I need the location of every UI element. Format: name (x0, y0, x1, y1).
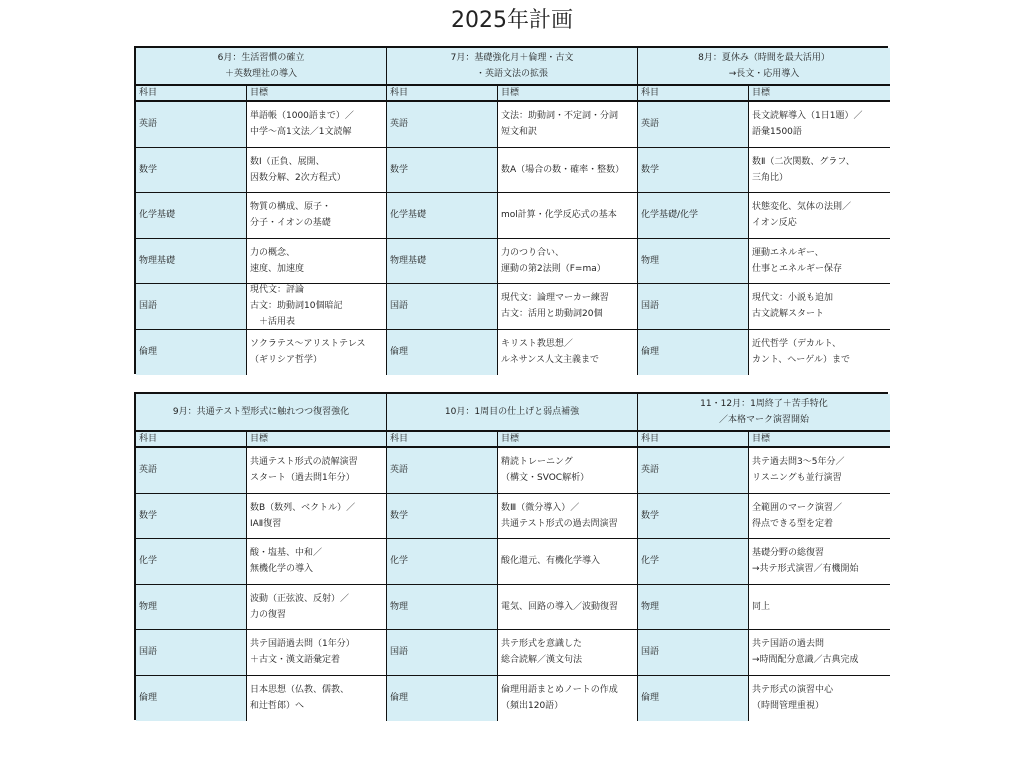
goal-cell: 力のつり合い、 運動の第2法則（F=ma） (498, 239, 638, 285)
goal-cell: 数Ⅲ（微分導入）／ 共通テスト形式の過去問演習 (498, 494, 638, 540)
goal-cell: 共テ過去問3〜5年分／ リスニングも並行演習 (749, 448, 890, 494)
subject-cell: 国語 (638, 284, 749, 330)
column-header-goal: 目標 (498, 432, 638, 448)
goal-cell: 数Ⅰ（正負、展開、 因数分解、2次方程式） (247, 148, 387, 194)
goal-cell: 物質の構成、原子・ 分子・イオンの基礎 (247, 193, 387, 239)
subject-cell: 国語 (638, 630, 749, 676)
plan-table-sep-dec (134, 392, 888, 720)
subject-cell: 英語 (136, 448, 247, 494)
subject-cell: 英語 (638, 102, 749, 148)
goal-cell: 全範囲のマーク演習／ 得点できる型を定着 (749, 494, 890, 540)
subject-cell: 倫理 (387, 676, 498, 722)
subject-cell: 国語 (387, 630, 498, 676)
subject-cell: 英語 (387, 102, 498, 148)
goal-cell: 精読トレーニング （構文・SVOC解析） (498, 448, 638, 494)
subject-cell: 国語 (136, 284, 247, 330)
subject-cell: 数学 (638, 494, 749, 540)
subject-cell: 化学 (387, 539, 498, 585)
goal-cell: 倫理用語まとめノートの作成 （頻出120語） (498, 676, 638, 722)
month-header: 6月：生活習慣の確立 ＋英数理社の導入 (136, 48, 387, 86)
subject-cell: 物理 (638, 585, 749, 631)
goal-cell: 共テ国語過去問（1年分） ＋古文・漢文語彙定着 (247, 630, 387, 676)
goal-cell: mol計算・化学反応式の基本 (498, 193, 638, 239)
subject-cell: 倫理 (387, 330, 498, 376)
goal-cell: 数A（場合の数・確率・整数） (498, 148, 638, 194)
month-header: 8月：夏休み（時間を最大活用） →長文・応用導入 (638, 48, 890, 86)
subject-cell: 数学 (387, 494, 498, 540)
month-header: 10月：1周目の仕上げと弱点補強 (387, 394, 638, 432)
subject-cell: 倫理 (136, 330, 247, 376)
goal-cell: 文法：助動詞・不定詞・分詞 短文和訳 (498, 102, 638, 148)
subject-cell: 数学 (387, 148, 498, 194)
subject-cell: 数学 (638, 148, 749, 194)
goal-cell: 数B（数列、ベクトル）／ ⅠAⅡ復習 (247, 494, 387, 540)
goal-cell: 波動（正弦波、反射）／ 力の復習 (247, 585, 387, 631)
subject-cell: 化学基礎/化学 (638, 193, 749, 239)
subject-cell: 化学 (638, 539, 749, 585)
goal-cell: 力の概念、 速度、加速度 (247, 239, 387, 285)
subject-cell: 数学 (136, 494, 247, 540)
subject-cell: 物理基礎 (387, 239, 498, 285)
column-header-subject: 科目 (638, 432, 749, 448)
goal-cell: 状態変化、気体の法則／ イオン反応 (749, 193, 890, 239)
goal-cell: 共通テスト形式の読解演習 スタート（過去問1年分） (247, 448, 387, 494)
column-header-goal: 目標 (749, 432, 890, 448)
month-header: 7月：基礎強化月＋倫理・古文 ・英語文法の拡張 (387, 48, 638, 86)
goal-cell: 数Ⅱ（二次関数、グラフ、 三角比） (749, 148, 890, 194)
column-header-goal: 目標 (749, 86, 890, 102)
goal-cell: 基礎分野の総復習 →共テ形式演習／有機開始 (749, 539, 890, 585)
goal-cell: 運動エネルギー、 仕事とエネルギー保存 (749, 239, 890, 285)
month-header: 9月：共通テスト型形式に触れつつ復習強化 (136, 394, 387, 432)
goal-cell: 現代文：小説も追加 古文読解スタート (749, 284, 890, 330)
column-header-subject: 科目 (387, 86, 498, 102)
goal-cell: 日本思想（仏教、儒教、 和辻哲郎）へ (247, 676, 387, 722)
subject-cell: 倫理 (638, 676, 749, 722)
column-header-subject: 科目 (638, 86, 749, 102)
goal-cell: 共テ形式を意識した 総合読解／漢文句法 (498, 630, 638, 676)
goal-cell: ソクラテス〜アリストテレス （ギリシア哲学） (247, 330, 387, 376)
subject-cell: 化学基礎 (387, 193, 498, 239)
column-header-goal: 目標 (247, 432, 387, 448)
subject-cell: 英語 (387, 448, 498, 494)
page-title: 2025年計画 (451, 8, 573, 33)
subject-cell: 物理 (387, 585, 498, 631)
goal-cell: 現代文：論理マーカー練習 古文：活用と助動詞20個 (498, 284, 638, 330)
goal-cell: 共テ国語の過去問 →時間配分意識／古典完成 (749, 630, 890, 676)
goal-cell: 同上 (749, 585, 890, 631)
month-header: 11・12月：1周終了＋苦手特化 ／本格マーク演習開始 (638, 394, 890, 432)
subject-cell: 化学基礎 (136, 193, 247, 239)
subject-cell: 数学 (136, 148, 247, 194)
goal-cell: 電気、回路の導入／波動復習 (498, 585, 638, 631)
subject-cell: 英語 (638, 448, 749, 494)
column-header-goal: 目標 (498, 86, 638, 102)
goal-cell: 共テ形式の演習中心 （時間管理重視） (749, 676, 890, 722)
subject-cell: 化学 (136, 539, 247, 585)
subject-cell: 英語 (136, 102, 247, 148)
subject-cell: 倫理 (638, 330, 749, 376)
subject-cell: 国語 (136, 630, 247, 676)
goal-cell: 単語帳（1000語まで）／ 中学〜高1文法／1文読解 (247, 102, 387, 148)
goal-cell: 現代文：評論 古文：助動詞10個暗記 ＋活用表 (247, 284, 387, 330)
column-header-subject: 科目 (136, 432, 247, 448)
column-header-subject: 科目 (387, 432, 498, 448)
plan-table-jun-aug (134, 46, 888, 374)
column-header-subject: 科目 (136, 86, 247, 102)
subject-cell: 国語 (387, 284, 498, 330)
goal-cell: 長文読解導入（1日1題）／ 語彙1500語 (749, 102, 890, 148)
goal-cell: 酸化還元、有機化学導入 (498, 539, 638, 585)
goal-cell: 酸・塩基、中和／ 無機化学の導入 (247, 539, 387, 585)
subject-cell: 物理 (136, 585, 247, 631)
subject-cell: 倫理 (136, 676, 247, 722)
column-header-goal: 目標 (247, 86, 387, 102)
subject-cell: 物理 (638, 239, 749, 285)
subject-cell: 物理基礎 (136, 239, 247, 285)
goal-cell: 近代哲学（デカルト、 カント、ヘーゲル）まで (749, 330, 890, 376)
goal-cell: キリスト教思想／ ルネサンス人文主義まで (498, 330, 638, 376)
